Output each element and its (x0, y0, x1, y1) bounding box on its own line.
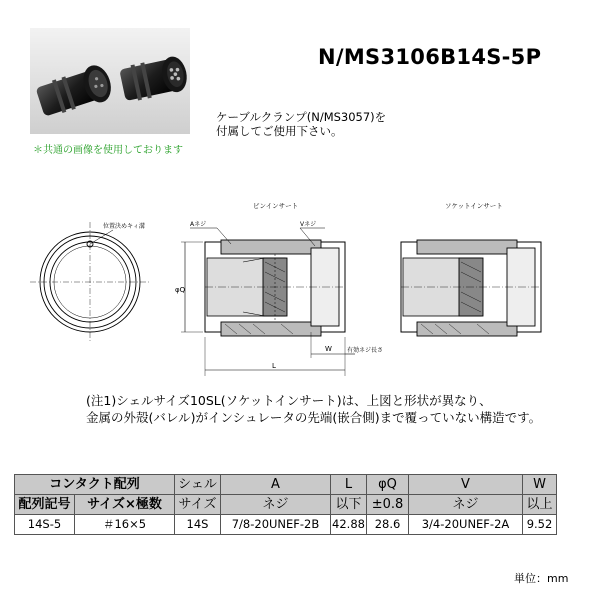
header-code: 配列記号 (15, 495, 75, 515)
l-label: L (272, 362, 276, 370)
cell-a: 7/8-20UNEF-2B (221, 515, 331, 535)
cell-q: 28.6 (367, 515, 409, 535)
cell-code: 14S-5 (15, 515, 75, 535)
product-photo (30, 28, 190, 134)
cell-v: 3/4-20UNEF-2A (409, 515, 523, 535)
header-v: V (409, 475, 523, 495)
clamp-note-line-2: 付属してご使用下さい。 (216, 124, 343, 138)
note-line-2: 金属の外殻(バレル)がインシュレータの先端(嵌合側)まで覆っていない構造です。 (86, 410, 542, 425)
page-title: N/MS3106B14S-5P (318, 45, 542, 69)
v-thread-label: Vネジ (300, 221, 317, 228)
cell-l: 42.88 (331, 515, 367, 535)
clamp-note-line-1: ケーブルクランプ(N/MS3057)を (216, 110, 387, 124)
w-note-label: 有効ネジ長さ (347, 347, 384, 354)
pin-side-view (181, 228, 355, 376)
socket-insert-label: ソケットインサート (445, 202, 503, 210)
phi-q-label: φQ (175, 286, 186, 294)
header-l-max: 以下 (331, 495, 367, 515)
cell-w: 9.52 (523, 515, 557, 535)
a-thread-label: Aネジ (190, 221, 207, 228)
technical-drawing (25, 192, 585, 382)
header-l: L (331, 475, 367, 495)
note-line-1: (注1)シェルサイズ10SL(ソケットインサート)は、上図と形状が異なり、 (86, 393, 492, 408)
drawing-svg (25, 192, 585, 382)
connector-photo-image (30, 28, 190, 134)
header-q-tol: ±0.8 (367, 495, 409, 515)
photo-note: ＊共通の画像を使用しております (33, 145, 183, 156)
pin-insert-label: ピンインサート (253, 202, 299, 210)
header-w: W (523, 475, 557, 495)
header-q: φQ (367, 475, 409, 495)
cell-shell: 14S (175, 515, 221, 535)
table-row (15, 515, 557, 535)
spec-table (14, 474, 557, 535)
header-shell-size: サイズ (175, 495, 221, 515)
w-label: W (325, 345, 332, 353)
table-header-row-2 (15, 495, 557, 515)
header-shell: シェル (175, 475, 221, 495)
cell-size-poles: ＃16×5 (75, 515, 175, 535)
header-w-min: 以上 (523, 495, 557, 515)
table-header-row-1 (15, 475, 557, 495)
header-a: A (221, 475, 331, 495)
front-view (30, 222, 150, 342)
key-position-label: 位置決めキィ溝 (103, 223, 145, 230)
header-a-thread: ネジ (221, 495, 331, 515)
header-contact: コンタクト配列 (15, 475, 175, 495)
unit-label: 単位：mm (514, 572, 569, 585)
header-size-poles: サイズ×極数 (75, 495, 175, 515)
header-v-thread: ネジ (409, 495, 523, 515)
socket-side-view (401, 240, 541, 336)
